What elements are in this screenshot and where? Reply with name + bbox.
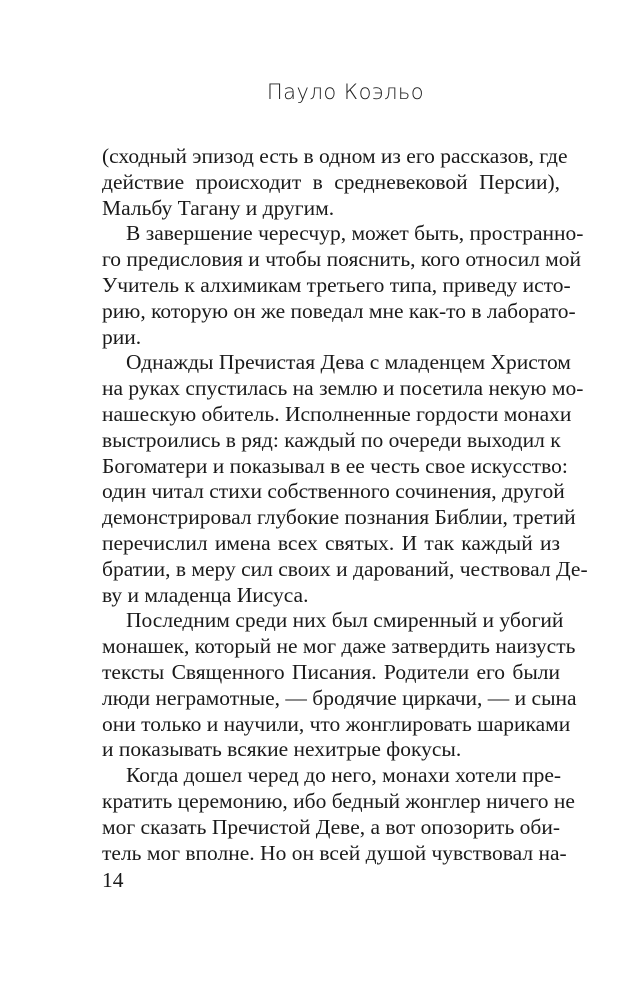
text-line: го предисловия и чтобы пояснить, кого относил мой [102,247,582,272]
running-header-author: Пауло Коэльо [266,80,425,104]
text-line: действие происходит в средневековой Персии), [102,169,560,194]
text-line: Когда дошел черед до него, монахи хотели пре- [126,763,562,788]
text-line: перечислил имена всех святых. И так каждый из [102,530,560,555]
text-line: нашескую обитель. Исполненные гордости монахи [102,401,572,426]
paragraph [102,608,577,763]
page-number: 14 [102,868,124,892]
text-line: они только и научили, что жонглировать шариками [102,711,571,736]
text-line: В завершение чересчур, может быть, пространно- [126,221,584,246]
text-line: (сходный эпизод есть в одном из его рассказов, где [102,144,568,168]
text-line: кратить церемонию, ибо бедный жонглер ничего не [102,788,575,813]
text-line: люди неграмотные, — бродячие циркачи, — и сына [102,685,577,710]
text-line: демонстрировал глубокие познания Библии, третий [102,505,576,530]
text-line: ву и младенца Иисуса. [102,582,309,607]
text-line: Богоматери и показывал в ее честь свое искусство: [102,453,568,478]
text-line: Мальбу Тагану и другим. [102,195,335,220]
text-line: братии, в меру сил своих и дарований, чествовал Де- [102,556,588,581]
text-line: тель мог вполне. Но он всей душой чувствовал на- [102,840,567,865]
text-line: Однажды Пречистая Дева с младенцем Христом [126,350,571,375]
text-line: монашек, который не мог даже затвердить наизусть [102,634,576,659]
paragraph [102,350,588,608]
text-line: и показывать всякие нехитрые фокусы. [102,737,462,762]
text-line: мог сказать Пречистой Деве, а вот опозорить оби- [102,814,560,839]
text-line: рии. [102,324,142,349]
paragraph [102,144,568,221]
text-line: выстроились в ряд: каждый по очереди выходил к [102,427,561,452]
text-line: рию, которую он же поведал мне как-то в лаборато- [102,298,576,323]
text-line: один читал стихи собственного сочинения, другой [102,479,565,504]
paragraph [102,763,575,866]
text-line: на руках спустилась на землю и посетила некую мо- [102,376,584,401]
page-body-text [102,144,588,866]
text-line: тексты Священного Писания. Родители его были [102,659,560,684]
paragraph [102,221,584,350]
text-line: Учитель к алхимикам третьего типа, приведу исто- [102,272,571,297]
text-line: Последним среди них был смиренный и убогий [126,608,564,633]
